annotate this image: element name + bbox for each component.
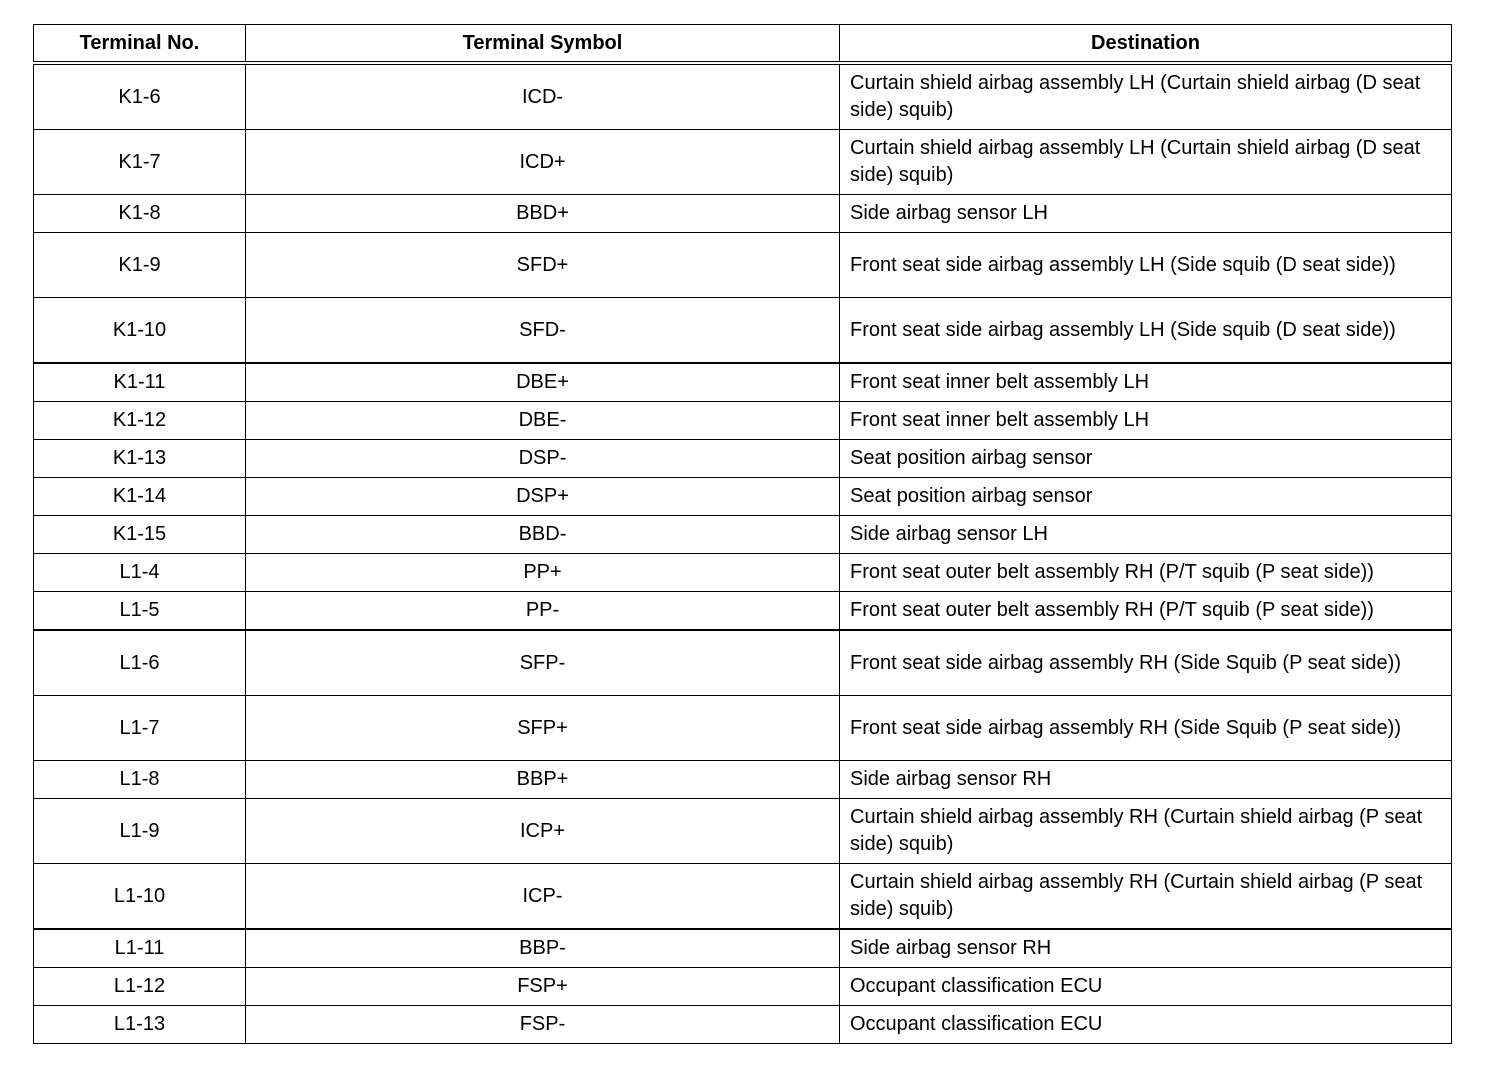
terminal-no-cell: K1-6: [34, 63, 246, 130]
table-row: [34, 554, 1452, 592]
destination-cell: Curtain shield airbag assembly RH (Curtain shield airbag (P seat side) squib): [840, 799, 1452, 864]
table-row: [34, 233, 1452, 298]
terminal-no-cell: L1-6: [34, 630, 246, 696]
header-terminal-no: Terminal No.: [34, 25, 246, 64]
terminal-no-cell: K1-15: [34, 516, 246, 554]
terminal-no-cell: L1-7: [34, 696, 246, 761]
destination-cell: Front seat side airbag assembly RH (Side Squib (P seat side)): [840, 630, 1452, 696]
table-row: [34, 363, 1452, 402]
destination-cell: Front seat inner belt assembly LH: [840, 363, 1452, 402]
header-destination: Destination: [840, 25, 1452, 64]
table-row: [34, 1006, 1452, 1044]
terminal-no-cell: K1-10: [34, 298, 246, 364]
table-row: [34, 195, 1452, 233]
terminal-no-cell: K1-14: [34, 478, 246, 516]
destination-cell: Occupant classification ECU: [840, 968, 1452, 1006]
table-row: [34, 298, 1452, 364]
table-row: [34, 402, 1452, 440]
table-row: [34, 516, 1452, 554]
terminal-symbol-cell: SFD+: [246, 233, 840, 298]
terminal-no-cell: L1-8: [34, 761, 246, 799]
destination-cell: Front seat inner belt assembly LH: [840, 402, 1452, 440]
terminal-no-cell: K1-13: [34, 440, 246, 478]
destination-cell: Curtain shield airbag assembly RH (Curtain shield airbag (P seat side) squib): [840, 864, 1452, 930]
terminal-symbol-cell: SFP+: [246, 696, 840, 761]
terminal-no-cell: L1-13: [34, 1006, 246, 1044]
table-row: [34, 929, 1452, 968]
destination-cell: Side airbag sensor RH: [840, 761, 1452, 799]
destination-cell: Curtain shield airbag assembly LH (Curtain shield airbag (D seat side) squib): [840, 63, 1452, 130]
terminal-symbol-cell: BBP-: [246, 929, 840, 968]
destination-cell: Seat position airbag sensor: [840, 478, 1452, 516]
terminal-symbol-cell: BBP+: [246, 761, 840, 799]
terminal-no-cell: K1-9: [34, 233, 246, 298]
terminal-symbol-cell: ICD-: [246, 63, 840, 130]
table-row: [34, 630, 1452, 696]
terminal-symbol-cell: DBE+: [246, 363, 840, 402]
terminal-symbol-cell: SFP-: [246, 630, 840, 696]
terminal-symbol-cell: FSP+: [246, 968, 840, 1006]
terminal-no-cell: L1-11: [34, 929, 246, 968]
destination-cell: Side airbag sensor LH: [840, 195, 1452, 233]
destination-cell: Front seat outer belt assembly RH (P/T squib (P seat side)): [840, 554, 1452, 592]
terminal-symbol-cell: FSP-: [246, 1006, 840, 1044]
terminal-symbol-cell: DSP-: [246, 440, 840, 478]
table-row: [34, 968, 1452, 1006]
table-row: [34, 63, 1452, 130]
table-row: [34, 799, 1452, 864]
destination-cell: Side airbag sensor LH: [840, 516, 1452, 554]
header-terminal-symbol: Terminal Symbol: [246, 25, 840, 64]
destination-cell: Front seat side airbag assembly LH (Side squib (D seat side)): [840, 233, 1452, 298]
terminal-no-cell: L1-5: [34, 592, 246, 631]
destination-cell: Side airbag sensor RH: [840, 929, 1452, 968]
terminal-symbol-cell: ICP-: [246, 864, 840, 930]
terminal-symbol-cell: BBD-: [246, 516, 840, 554]
terminal-no-cell: K1-7: [34, 130, 246, 195]
table-body: [34, 63, 1452, 1044]
table-row: [34, 761, 1452, 799]
terminal-symbol-cell: PP+: [246, 554, 840, 592]
terminal-table: [33, 24, 1452, 1044]
destination-cell: Seat position airbag sensor: [840, 440, 1452, 478]
terminal-symbol-cell: ICP+: [246, 799, 840, 864]
table-row: [34, 440, 1452, 478]
terminal-no-cell: L1-10: [34, 864, 246, 930]
terminal-no-cell: L1-4: [34, 554, 246, 592]
destination-cell: Front seat side airbag assembly RH (Side Squib (P seat side)): [840, 696, 1452, 761]
terminal-symbol-cell: DSP+: [246, 478, 840, 516]
terminal-symbol-cell: DBE-: [246, 402, 840, 440]
terminal-no-cell: L1-12: [34, 968, 246, 1006]
table-row: [34, 130, 1452, 195]
table-row: [34, 864, 1452, 930]
terminal-no-cell: K1-12: [34, 402, 246, 440]
terminal-no-cell: L1-9: [34, 799, 246, 864]
table-row: [34, 696, 1452, 761]
table-header-row: [34, 25, 1452, 64]
terminal-symbol-cell: PP-: [246, 592, 840, 631]
destination-cell: Occupant classification ECU: [840, 1006, 1452, 1044]
terminal-symbol-cell: BBD+: [246, 195, 840, 233]
destination-cell: Front seat side airbag assembly LH (Side squib (D seat side)): [840, 298, 1452, 364]
table-row: [34, 478, 1452, 516]
destination-cell: Curtain shield airbag assembly LH (Curtain shield airbag (D seat side) squib): [840, 130, 1452, 195]
terminal-no-cell: K1-11: [34, 363, 246, 402]
terminal-symbol-cell: ICD+: [246, 130, 840, 195]
destination-cell: Front seat outer belt assembly RH (P/T squib (P seat side)): [840, 592, 1452, 631]
terminal-symbol-cell: SFD-: [246, 298, 840, 364]
table-row: [34, 592, 1452, 631]
terminal-no-cell: K1-8: [34, 195, 246, 233]
